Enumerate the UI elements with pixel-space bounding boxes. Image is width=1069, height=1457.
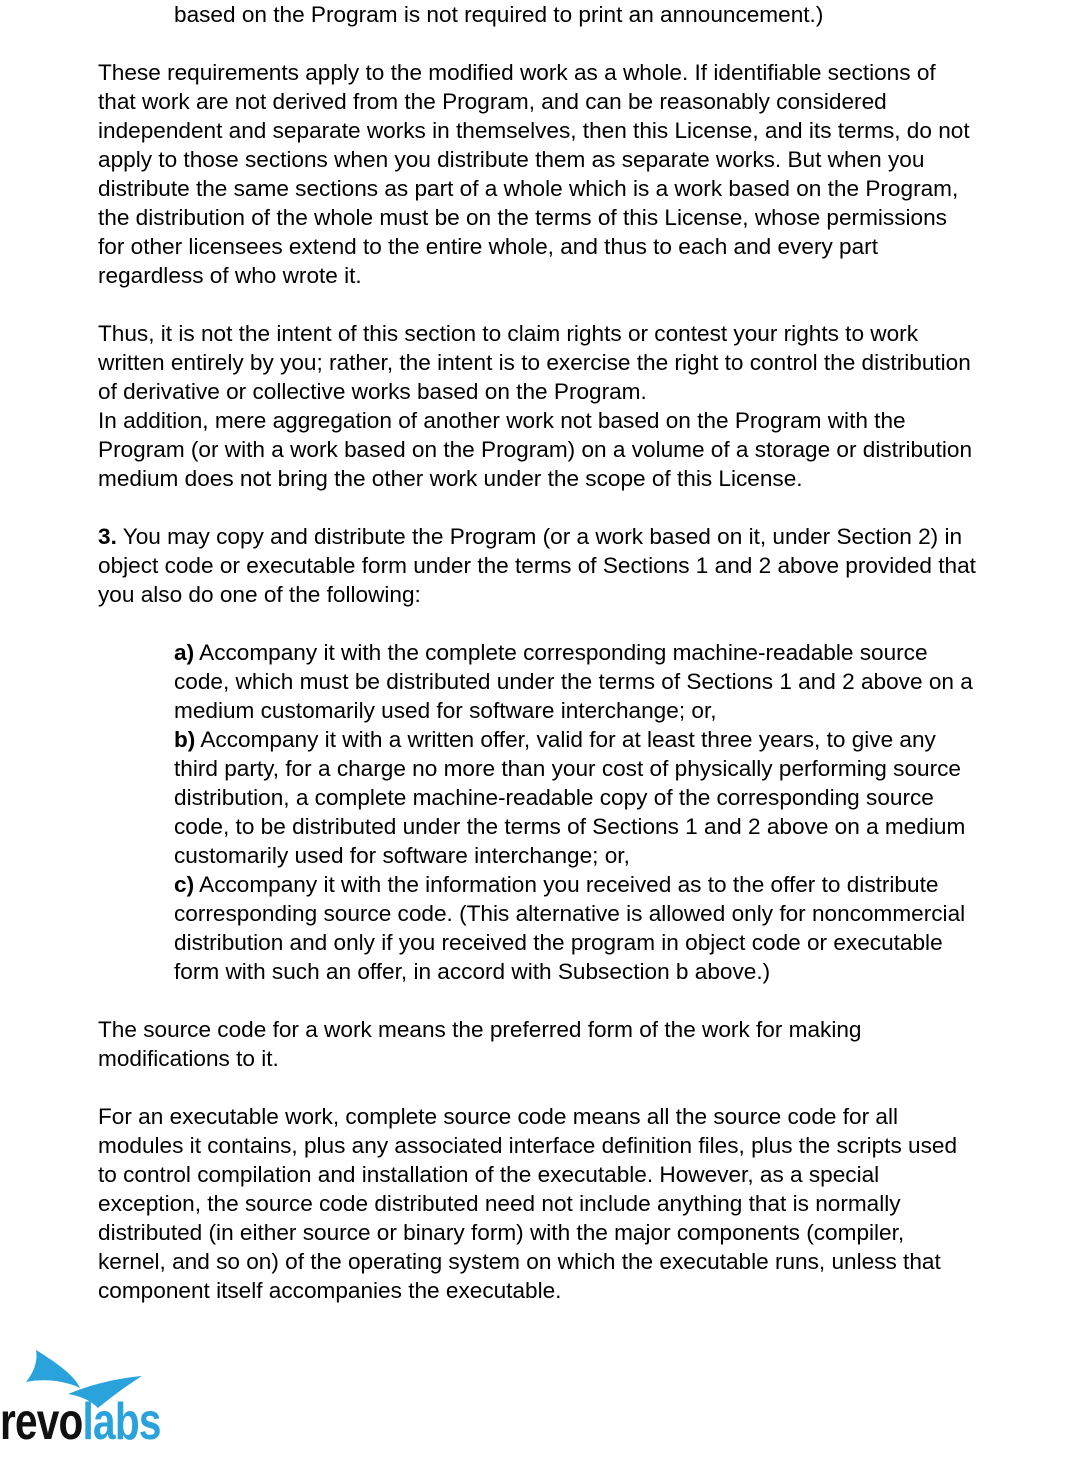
text-line: Accompany it with the information you received as to the offer to distribute [194,872,939,897]
text-line: code, which must be distributed under the terms of Sections 1 and 2 above on a [174,669,973,694]
text-line: kernel, and so on) of the operating system on which the executable runs, unless that [98,1249,941,1274]
text-line: distributed (in either source or binary form) with the major components (compiler, [98,1220,905,1245]
revolabs-logo-wordmark [0,1392,161,1452]
section-number: 3. [98,524,117,549]
text-line: distribute the same sections as part of a whole which is a work based on the Program, [98,176,959,201]
text-line: distribution, a complete machine-readable copy of the corresponding source [174,785,934,810]
text-line: For an executable work, complete source code means all the source code for all [98,1104,898,1129]
text-line: Thus, it is not the intent of this section to claim rights or contest your rights to work [98,321,919,346]
wave-shape-upper [26,1350,80,1388]
text-line: the distribution of the whole must be on the terms of this License, whose permissions [98,205,947,230]
text-line: for other licensees extend to the entire whole, and thus to each and every part [98,234,878,259]
section-3 [98,522,1069,609]
text-line: Accompany it with a written offer, valid for at least three years, to give any [195,727,936,752]
paragraph-intent [98,319,1069,493]
text-line: distribution and only if you received the program in object code or executable [174,930,943,955]
text-line: medium customarily used for software interchange; or, [174,698,717,723]
text-line: you also do one of the following: [98,582,421,607]
text-line: corresponding source code. (This alternative is allowed only for noncommercial [174,901,966,926]
paragraph-requirements [98,58,1069,290]
text-line: regardless of who wrote it. [98,263,362,288]
text-line: In addition, mere aggregation of another work not based on the Program with the [98,408,906,433]
item-a [174,638,1069,725]
text-line: exception, the source code distributed need not include anything that is normally [98,1191,901,1216]
text-line: apply to those sections when you distribute them as separate works. But when you [98,147,925,172]
logo-word-dark: revo [0,1393,83,1451]
text-line: These requirements apply to the modified work as a whole. If identifiable sections of [98,60,936,85]
intro-line: based on the Program is not required to print an announcement.) [174,2,824,27]
text-line: that work are not derived from the Program, and can be reasonably considered [98,89,887,114]
item-label: b) [174,727,196,752]
text-line: written entirely by you; rather, the intent is to exercise the right to control the distribution [98,350,971,375]
text-line: independent and separate works in themselves, then this License, and its terms, do not [98,118,970,143]
item-b [174,725,1069,870]
text-line: object code or executable form under the terms of Sections 1 and 2 above provided that [98,553,976,578]
text-line: customarily used for software interchange; or, [174,843,630,868]
text-line: of derivative or collective works based on the Program. [98,379,647,404]
text-line: Program (or with a work based on the Program) on a volume of a storage or distribution [98,437,973,462]
paragraph-source-code [98,1015,1069,1073]
text-line: You may copy and distribute the Program (or a work based on it, under Section 2) in [116,524,963,549]
item-c [174,870,1069,986]
text-line: component itself accompanies the executable. [98,1278,562,1303]
text-line: medium does not bring the other work under the scope of this License. [98,466,803,491]
text-line: form with such an offer, in accord with Subsection b above.) [174,959,771,984]
text-line: modifications to it. [98,1046,279,1071]
text-line: The source code for a work means the preferred form of the work for making [98,1017,862,1042]
text-line: third party, for a charge no more than your cost of physically performing source [174,756,961,781]
text-line: Accompany it with the complete corresponding machine-readable source [194,640,928,665]
document-body [98,0,1069,1305]
item-label: a) [174,640,195,665]
text-line: modules it contains, plus any associated interface definition files, plus the scripts used [98,1133,958,1158]
item-label: c) [174,872,195,897]
paragraph-executable [98,1102,1069,1305]
text-line: code, to be distributed under the terms of Sections 1 and 2 above on a medium [174,814,966,839]
logo-word-light: labs [82,1393,161,1451]
text-line: to control compilation and installation of the executable. However, as a special [98,1162,880,1187]
